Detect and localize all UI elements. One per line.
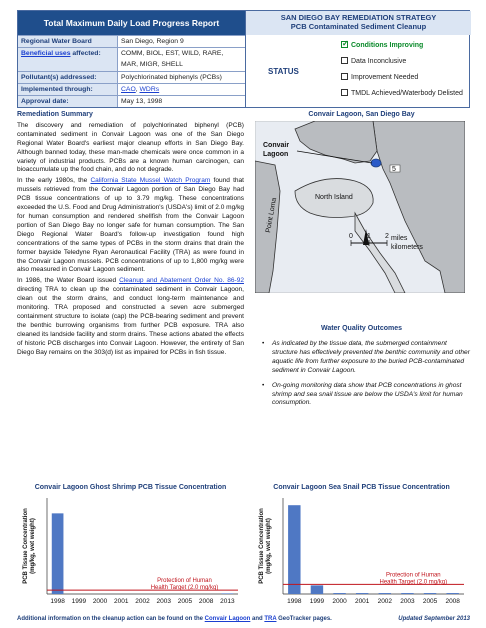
status-option-achieved: [341, 89, 463, 97]
x-tick-label: 2000: [92, 598, 108, 605]
status-option-improving: [341, 41, 423, 49]
status-option-label: TMDL Achieved/Waterbody Delisted: [351, 90, 463, 97]
x-tick-label: 1999: [309, 598, 325, 605]
row-value: COMM, BIOL, EST, WILD, RARE,: [121, 50, 224, 57]
x-tick-label: 2013: [220, 598, 235, 605]
row-key: Approval date:: [18, 96, 118, 107]
strategy-subtitle: PCB Contaminated Sediment Cleanup: [290, 22, 427, 31]
row-key-rest: affected:: [70, 50, 101, 57]
scale-label-1: 1: [367, 233, 371, 240]
text-span: found that mussels retrieved from the Convair Lagoon portion of San Diego Bay had PCB tissue concentrations of up to 3.79 mg/kg. These concentrations exceeded the U.S. Food and Drug Administration's (USDA's) limit of 2.0 mg/kg for human consumption and rendered shellfish from the Convair Lagoon portion of San Diego Bay no longer safe for human consumption. The San Diego Regional Water Board's follow-up investigation found high concentrations of the same types of PCBs in the storm drains that drain the former bayside Teledyne Ryan Aeronautical Facility (TRA) as were found in the Convair Lagoon mussels. PCB concentrations of up to 1,800 mg/kg were also measured in Convair Lagoon sediment.: [17, 177, 245, 274]
map-title: Convair Lagoon, San Diego Bay: [308, 111, 415, 118]
x-tick-label: 2001: [114, 598, 129, 605]
chart-svg: [253, 494, 470, 608]
summary-heading: Remediation Summary: [17, 111, 93, 118]
row-value: [121, 84, 243, 95]
row-pollutant: [18, 71, 245, 83]
scale-label-km: kilometers: [391, 244, 423, 251]
text-span: In 1986, the Water Board issued: [17, 277, 120, 285]
bar: [401, 593, 413, 594]
beneficial-uses-link[interactable]: Beneficial uses: [21, 50, 71, 57]
row-implemented: [18, 83, 245, 95]
x-tick-label: 2002: [135, 598, 150, 605]
snail-chart: [253, 494, 470, 608]
y-axis-label-line1: PCB Tissue Concentration: [259, 508, 265, 584]
scale-label-miles: miles: [391, 235, 408, 242]
convair-lagoon-marker: [371, 159, 381, 167]
map-label-point-loma: Point Loma: [265, 197, 279, 234]
footer-text: and: [250, 616, 265, 622]
threshold-label-line2: Health Target (2.0 mg/kg): [150, 585, 219, 592]
footer-text: Additional information on the cleanup action can be found on the: [17, 616, 205, 622]
row-key: Pollutant(s) addressed:: [18, 72, 118, 83]
tra-link[interactable]: TRA: [264, 616, 277, 622]
text-span: directing TRA to clean up the contaminated sediment in Convair Lagoon, clean out the storm drains, and conduct long-term maintenance and monitoring. TRA proposed and constructed a seven acre submerged containment structure to isolate (cap) the PCB-bearing sediment and prevent the benthic burrowing organisms from further PCB exposure. TRA also cleaned its landside facility and storm drains. These actions abated the effects of historic PCB discharges into Convair Lagoon. However, the entirety of San Diego Bay remains on the 303(d) list as impaired for PCBs in fish tissue.: [17, 286, 244, 356]
bar: [311, 585, 323, 594]
x-tick-label: 2001: [354, 598, 370, 605]
wdrs-link[interactable]: WDRs: [139, 86, 160, 93]
row-beneficial-uses: [18, 47, 245, 71]
footer: [17, 616, 470, 622]
map-svg: [255, 121, 465, 293]
x-tick-label: 2003: [156, 598, 171, 605]
map-label-lagoon: Lagoon: [263, 151, 289, 158]
remediation-summary: [17, 111, 244, 359]
outcomes-title: Water Quality Outcomes: [320, 325, 403, 332]
row-regional-board: [18, 35, 245, 47]
chart-svg: [17, 494, 244, 608]
x-tick-label: 1999: [71, 598, 87, 605]
updated-date: Updated September 2013: [398, 616, 470, 622]
row-value-cont: MAR, MIGR, SHELL: [121, 61, 183, 68]
x-tick-label: 1998: [50, 598, 65, 605]
x-tick-label: 2005: [177, 598, 193, 605]
bar: [424, 593, 436, 594]
row-key: Regional Water Board: [18, 36, 118, 47]
status-label: STATUS: [268, 67, 299, 76]
checkbox-icon: [341, 73, 348, 80]
scale-label-2: 2: [385, 233, 389, 240]
status-option-inconclusive: [341, 57, 406, 65]
summary-paragraph-1: The discovery and remediation of polychlorinated biphenyl (PCB) contaminated sediment in Convair Lagoon was one of the San Diego Regional Water Board's earliest major cleanup efforts in San Diego Bay. Although banned today, these man-made chemicals were once common in a variety of industrial products. PCBs are a known human carcinogen, can bioaccumulate up the food chain, and do not degrade.: [17, 121, 244, 174]
checked-checkbox-icon: [341, 41, 348, 48]
row-key: [18, 48, 118, 72]
convair-lagoon-link[interactable]: Convair Lagoon: [204, 616, 251, 622]
summary-paragraph-3: [17, 277, 244, 357]
snail-chart-title: Convair Lagoon Sea Snail PCB Tissue Concentration: [273, 484, 450, 491]
mussel-watch-link[interactable]: California State Mussel Watch Program: [90, 177, 211, 185]
bar: [222, 593, 234, 594]
status-option-label: Improvement Needed: [351, 74, 419, 81]
row-value-sep: ,: [135, 86, 140, 93]
scale-label-0: 0: [349, 233, 353, 240]
bar: [356, 593, 368, 594]
checkbox-icon: [341, 89, 348, 96]
cleanup-order-link[interactable]: Cleanup and Abatement Order No. 86-92: [119, 277, 244, 285]
shrimp-chart: [17, 494, 244, 608]
bar: [288, 505, 300, 594]
y-axis-label: [259, 508, 272, 584]
bar: [446, 593, 458, 594]
status-option-needed: [341, 73, 418, 81]
outcome-item: • On-going monitoring data show that PCB concentrations in ghost shrimp and sea snail tissue are below the USDA's limit for human consumption.: [262, 382, 470, 409]
x-tick-label: 2005: [422, 598, 438, 605]
shrimp-chart-title: Convair Lagoon Ghost Shrimp PCB Tissue Concentration: [34, 484, 227, 491]
x-tick-label: 1998: [287, 598, 302, 605]
map-label-highway: 5: [392, 166, 396, 173]
bar: [52, 513, 64, 594]
outcomes-list: [262, 340, 470, 414]
threshold-label-line1: Protection of Human: [385, 572, 441, 579]
row-approval: [18, 95, 245, 107]
y-axis-label-line2: (mg/kg, wet weight): [30, 518, 36, 574]
summary-paragraph-2: [17, 177, 244, 275]
status-option-label: Conditions Improving: [351, 42, 424, 49]
x-tick-label: 2008: [445, 598, 460, 605]
x-tick-label: 2002: [377, 598, 393, 605]
report-title: Total Maximum Daily Load Progress Report: [18, 11, 245, 35]
strategy-banner: [246, 11, 471, 35]
x-tick-label: 2000: [332, 598, 347, 605]
status-panel: [245, 11, 470, 107]
map-label-north-island: North Island: [315, 194, 353, 201]
checkbox-icon: [341, 57, 348, 64]
x-tick-label: 2008: [198, 598, 214, 605]
y-axis-label: [23, 508, 36, 584]
outcome-item: • As indicated by the tissue data, the submerged containment structure has effectively prevented the benthic community and other aquatic life from further exposure to the buried PCB-contaminated sediment in Convair Lagoon.: [262, 340, 470, 376]
y-axis-label-line2: (mg/kg, wet weight): [266, 518, 272, 574]
row-value: San Diego, Region 9: [121, 38, 184, 45]
footer-text: GeoTracker pages.: [276, 616, 332, 622]
row-key: Implemented through:: [18, 84, 118, 95]
header-info-table: [18, 11, 245, 107]
report-header: [17, 10, 470, 108]
map-label-convair: Convair: [263, 142, 290, 149]
threshold-label-line2: Health Target (2.0 mg/kg): [379, 579, 448, 586]
bay-map: [255, 121, 465, 293]
status-option-label: Data Inconclusive: [351, 58, 407, 65]
cao-link[interactable]: CAO: [121, 86, 136, 93]
x-tick-label: 2003: [400, 598, 415, 605]
row-value: Polychlorinated biphenyls (PCBs): [121, 74, 222, 81]
strategy-title: SAN DIEGO BAY REMEDIATION STRATEGY: [280, 13, 437, 22]
text-span: In the early 1980s, the: [17, 177, 91, 185]
threshold-label-line1: Protection of Human: [157, 578, 212, 585]
bar: [379, 593, 391, 594]
y-axis-label-line1: PCB Tissue Concentration: [23, 508, 29, 584]
row-value: May 13, 1998: [121, 98, 163, 105]
bar: [333, 593, 345, 594]
